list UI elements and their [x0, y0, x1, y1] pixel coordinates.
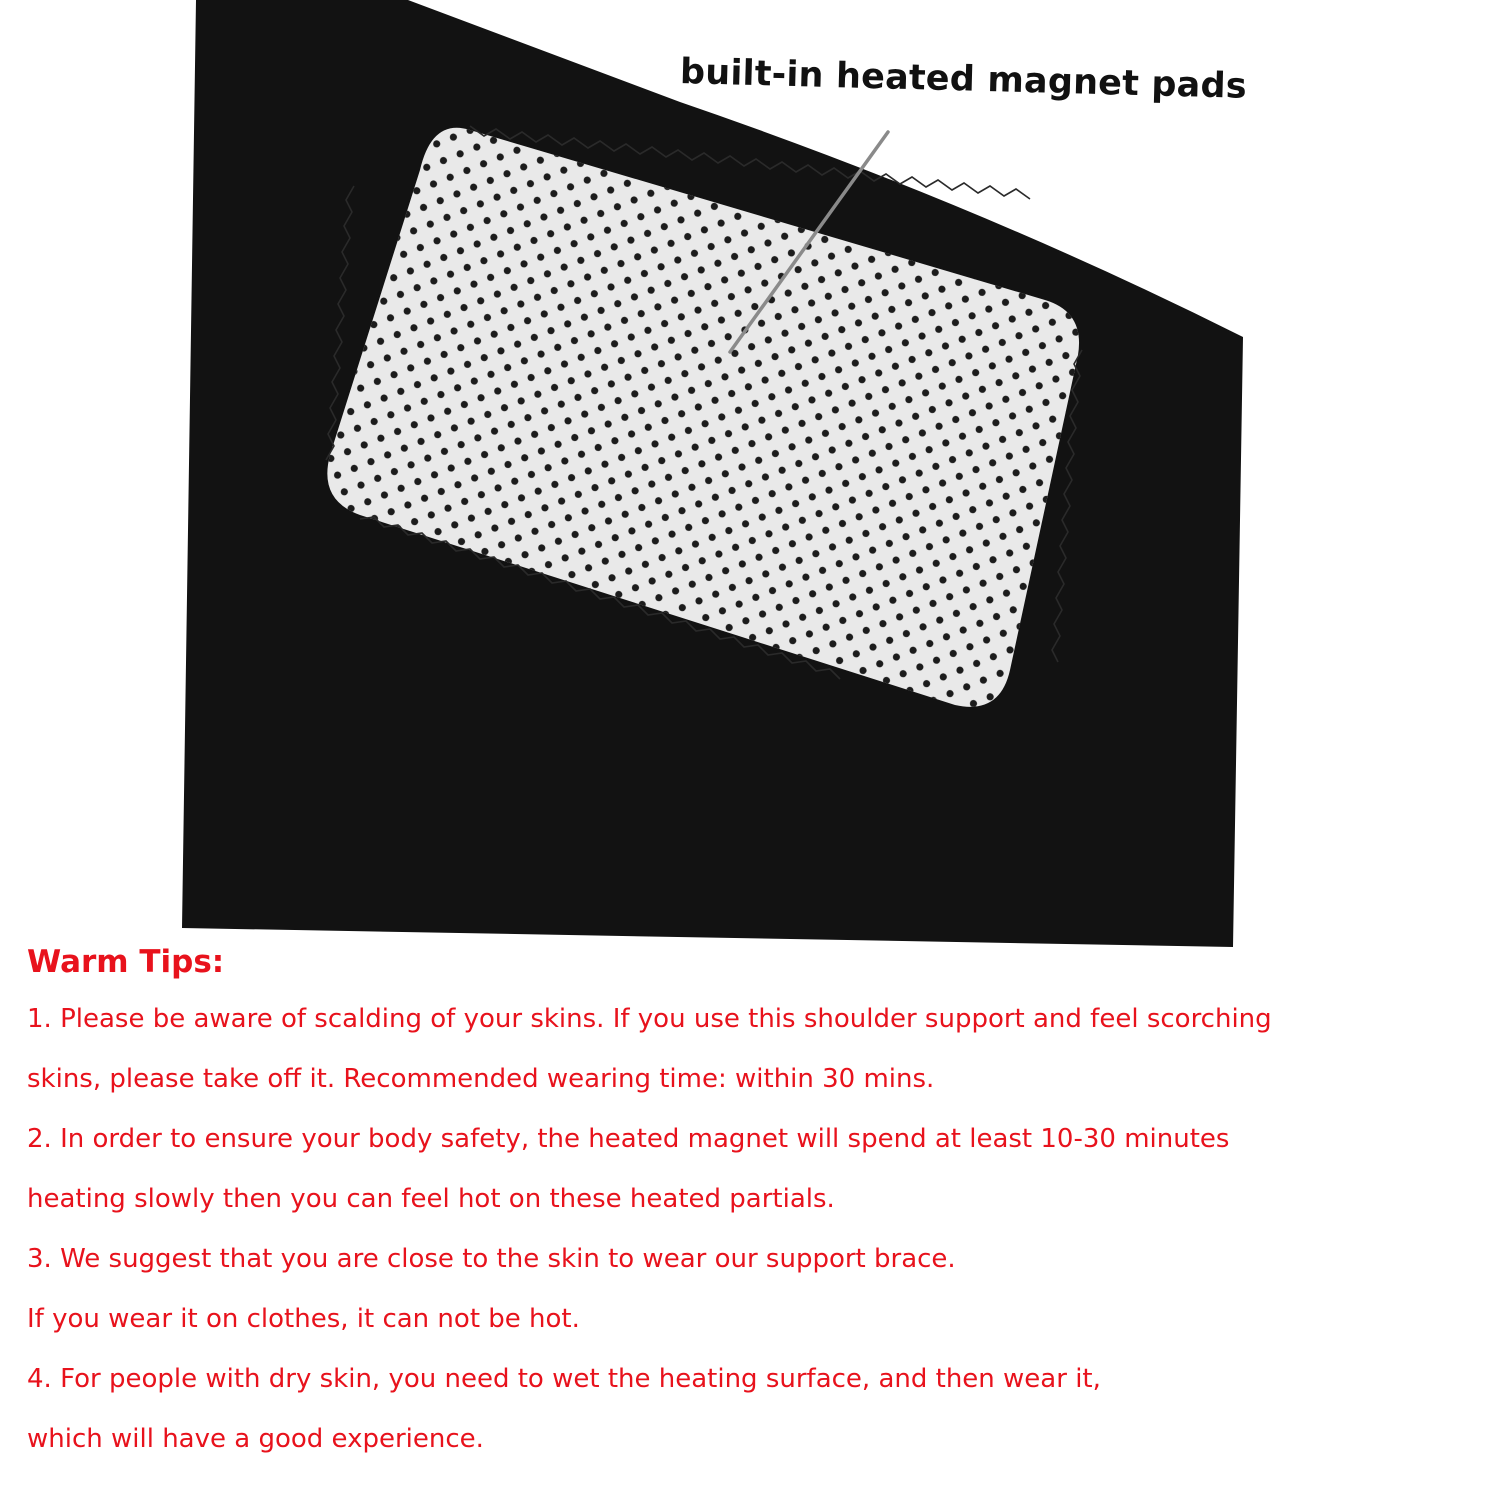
tip-line: heating slowly then you can feel hot on these heated partials.	[27, 1184, 835, 1214]
tip-line: 3. We suggest that you are close to the skin to wear our support brace.	[27, 1244, 956, 1274]
tip-line: which will have a good experience.	[27, 1424, 484, 1454]
warm-tips-heading: Warm Tips:	[27, 944, 225, 980]
callout-label: built-in heated magnet pads	[679, 52, 1248, 107]
tip-line: If you wear it on clothes, it can not be hot.	[27, 1304, 580, 1334]
tip-line: 2. In order to ensure your body safety, the heated magnet will spend at least 10-30 minutes	[27, 1124, 1230, 1154]
tip-line: 4. For people with dry skin, you need to wet the heating surface, and then wear it,	[27, 1364, 1101, 1394]
tip-line: skins, please take off it. Recommended wearing time: within 30 mins.	[27, 1064, 935, 1094]
tip-line: 1. Please be aware of scalding of your skins. If you use this shoulder support and feel scorching	[27, 1004, 1272, 1034]
